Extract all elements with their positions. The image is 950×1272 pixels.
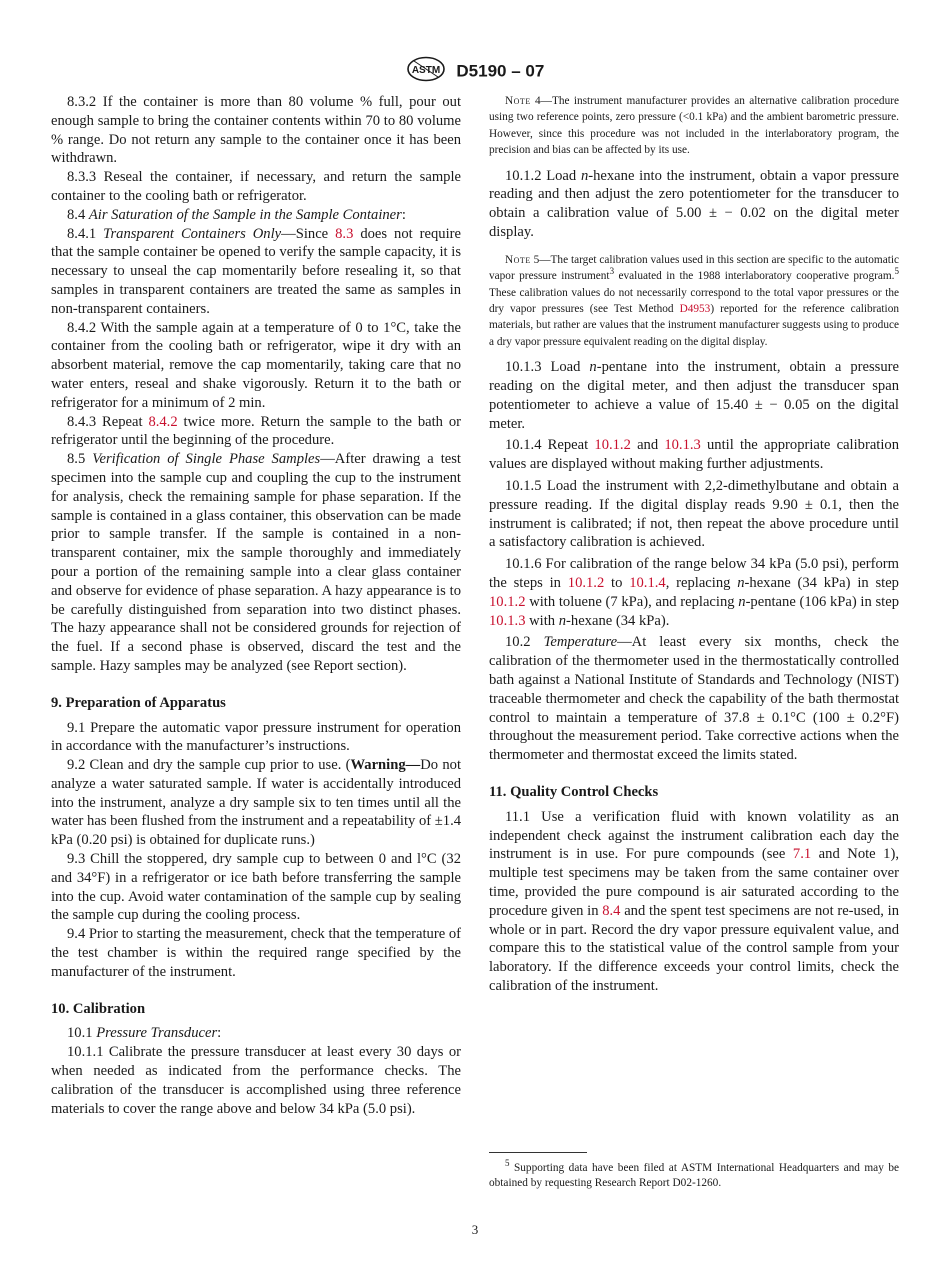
section-heading-11: 11. Quality Control Checks: [489, 783, 659, 800]
para-8-3-2: 8.3.2 If the container is more than 80 volume % full, pour out enough sample to bring the container contents within 70 to 80 volume % range. Do not return any sample to the container once it has been withdrawn.: [51, 94, 461, 167]
note-5: Note 5—The target calibration values used in this section are specific to the automatic vapor pressure instrument$^3$ evaluated in the 1988 interlaboratory cooperative program.$^5$ These calibration values do not necessarily correspond to the total vapor pressures or the dry vapor pressures (see Test Method D4953) reported for the reference calibration materials, but rather are values that the instrument manufacturer suggests using to produce a dry vapor pressure equivalent reading on the digital display.: [489, 253, 899, 348]
para-11-1: 11.1 Use a verification fluid with known volatility as an independent check against the instrument calibration each day the instrument is in use. For pure compounds (see 7.1 and Note 1), multiple test specimens may be taken from the same container over time, provided the pure compound is air saturated according to the procedure given in 8.4 and the spent test specimens are not re-used, in whole or in part. Record the dry vapor pressure equivalent value, and compare this to the statistical value of the control sample from your laboratory. If the difference exceeds your control limits, check the calibration of the instrument.: [489, 808, 899, 994]
xref-10-1-3[interactable]: 10.1.3: [664, 437, 701, 454]
xref-8-3[interactable]: 8.3: [335, 225, 354, 242]
page-number: 3: [471, 1222, 479, 1237]
footnote-5: $^5$ Supporting data have been filed at ASTM International Headquarters and may be obtained by requesting Research Report D02-1260.: [489, 1158, 899, 1189]
para-9-2: 9.2 Clean and dry the sample cup prior to use. (Warning—Do not analyze a water saturated sample. If water is accidentally introduced into the instrument, analyze a dry sample six to ten times until all the water has been flushed from the instrument and a repeatability of ±1.4 kPa (0.20 psi) is obtained for duplicate runs.): [51, 757, 462, 849]
footnote-divider: [489, 1152, 587, 1153]
logo-lettering: ASTM: [411, 65, 440, 76]
warning-label: Warning—: [350, 757, 421, 774]
section-heading-10: 10. Calibration: [51, 1000, 146, 1017]
xref-10-1-4[interactable]: 10.1.4: [629, 575, 666, 592]
para-10-1-2: 10.1.2 Load n-hexane into the instrument, obtain a vapor pressure reading and then adjust the zero potentiometer for the transducer to obtain a calibration value of 5.00 ± − 0.02 on the digital meter display.: [489, 167, 899, 241]
xref-10-1-2[interactable]: 10.1.2: [594, 437, 631, 454]
xref-8-4-2[interactable]: 8.4.2: [148, 413, 178, 430]
para-8-3-3: 8.3.3 Reseal the container, if necessary, and return the sample container to the cooling bath or refrigerator.: [51, 169, 461, 204]
para-8-4: 8.4 Air Saturation of the Sample in the Sample Container:: [67, 206, 406, 223]
left-column: [51, 93, 461, 1118]
xref-10-1-3[interactable]: 10.1.3: [489, 612, 526, 629]
para-9-3: 9.3 Chill the stoppered, dry sample cup to between 0 and l°C (32 and 34°F) in a refrigerator or ice bath before transferring the sample into the cup. Avoid water contamination of the sample cup by sealing the sample cup during the cooling process.: [51, 851, 461, 924]
xref-d4953[interactable]: D4953: [679, 303, 711, 316]
para-10-1: 10.1 Pressure Transducer:: [67, 1025, 222, 1042]
para-8-5: 8.5 Verification of Single Phase Samples—After drawing a test specimen into the sample cup and coupling the cup to the instrument for analysis, check the remaining sample for phase separation. If the sample is contained in a glass container, this observation can be made prior to sample transfer. If the sample is contained in a non-transparent container, mix the sample thoroughly and immediately pour a portion of the remaining sample into a clear glass container and observe for evidence of phase separation. A hazy appearance is to be carefully distinguished from separation into two distinct phases. The hazy appearance shall not be considered grounds for rejection of the fuel. If a second phase is observed, discard the test and the sample. Hazy samples may be analyzed (see Report section).: [51, 451, 461, 674]
astm-logo: [406, 56, 446, 87]
xref-10-1-2[interactable]: 10.1.2: [489, 593, 526, 610]
para-8-4-2: 8.4.2 With the sample again at a temperature of 0 to 1°C, take the container from the cooling bath or refrigerator, wipe it dry with an absorbent material, remove the cap momentarily, taking care that no water enters, reseal and shake vigorously. Return it to the bath or refrigerator for a minimum of 2 min.: [51, 319, 461, 411]
para-10-2: 10.2 Temperature—At least every six months, check the calibration of the thermometer used in the thermostatically controlled bath against a National Institute of Standards and Technology (NIST) traceable thermometer and check the capability of the bath thermostat control to maintain a temperature of 37.8 ± 0.1°C (100 ± 0.2°F) throughout the measurement period. Take corrective actions when the thermometer and thermostat exceed the limits stated.: [489, 634, 900, 764]
para-9-4: 9.4 Prior to starting the measurement, check that the temperature of the test chamber is within the required range specified by the manufacturer of the instrument.: [51, 926, 461, 980]
xref-7-1[interactable]: 7.1: [792, 846, 812, 863]
para-8-4-title: Air Saturation of the Sample in the Sample Container: [88, 206, 402, 223]
section-heading-9: 9. Preparation of Apparatus: [51, 694, 226, 711]
para-10-1-3: 10.1.3 Load n-pentane into the instrument, obtain a pressure reading on the digital meter, and then adjust the transducer span potentiometer to achieve a value of 15.40 ± − 0.05 on the digital meter.: [489, 359, 899, 432]
document-designation: D5190 – 07: [456, 61, 545, 81]
para-10-1-5: 10.1.5 Load the instrument with 2,2-dimethylbutane and obtain a pressure reading. If the digital display reads 9.90 ± 0.1, then the instrument is calibrated; if not, then repeat the above procedure until a satisfactory calibration is achieved.: [489, 478, 899, 551]
para-9-1: 9.1 Prepare the automatic vapor pressure instrument for operation in accordance with the manufacturer’s instructions.: [51, 719, 461, 755]
para-10-1-6: 10.1.6 For calibration of the range below 34 kPa (5.0 psi), perform the steps in 10.1.2 to 10.1.4, replacing n-hexane (34 kPa) in step 10.1.2 with toluene (7 kPa), and replacing n-pentane (106 kPa) in step 10.1.3 with n-hexane (34 kPa).: [489, 556, 899, 629]
xref-10-1-2[interactable]: 10.1.2: [567, 575, 605, 592]
para-8-4-1: 8.4.1 Transparent Containers Only—Since 8.3 does not require that the sample container be opened to verify the sample capacity, it is necessary to unseal the cap momentarily before resealing it, so that samples in transparent containers are treated the same as samples in non-transparent containers.: [51, 225, 461, 317]
para-10-1-4: 10.1.4 Repeat 10.1.2 and 10.1.3 until the appropriate calibration values are displayed without making further adjustments.: [489, 437, 899, 473]
note-4: Note 4—The instrument manufacturer provides an alternative calibration procedure using two reference points, zero pressure (<0.1 kPa) and the ambient barometric pressure. However, since this procedure was not included in the interlaboratory program, the precision and bias can be affected by its use.: [489, 95, 899, 157]
para-10-1-1: 10.1.1 Calibrate the pressure transducer at least every 30 days or when needed as indicated from the performance checks. The calibration of the transducer is accomplished using three reference materials to cover the range above and below 34 kPa (5.0 psi).: [51, 1044, 461, 1117]
para-8-4-3: 8.4.3 Repeat 8.4.2 twice more. Return the sample to the bath or refrigerator until the beginning of the procedure.: [51, 413, 461, 449]
xref-8-4[interactable]: 8.4: [602, 902, 621, 919]
right-column: [489, 93, 899, 996]
page-header: [0, 56, 950, 87]
